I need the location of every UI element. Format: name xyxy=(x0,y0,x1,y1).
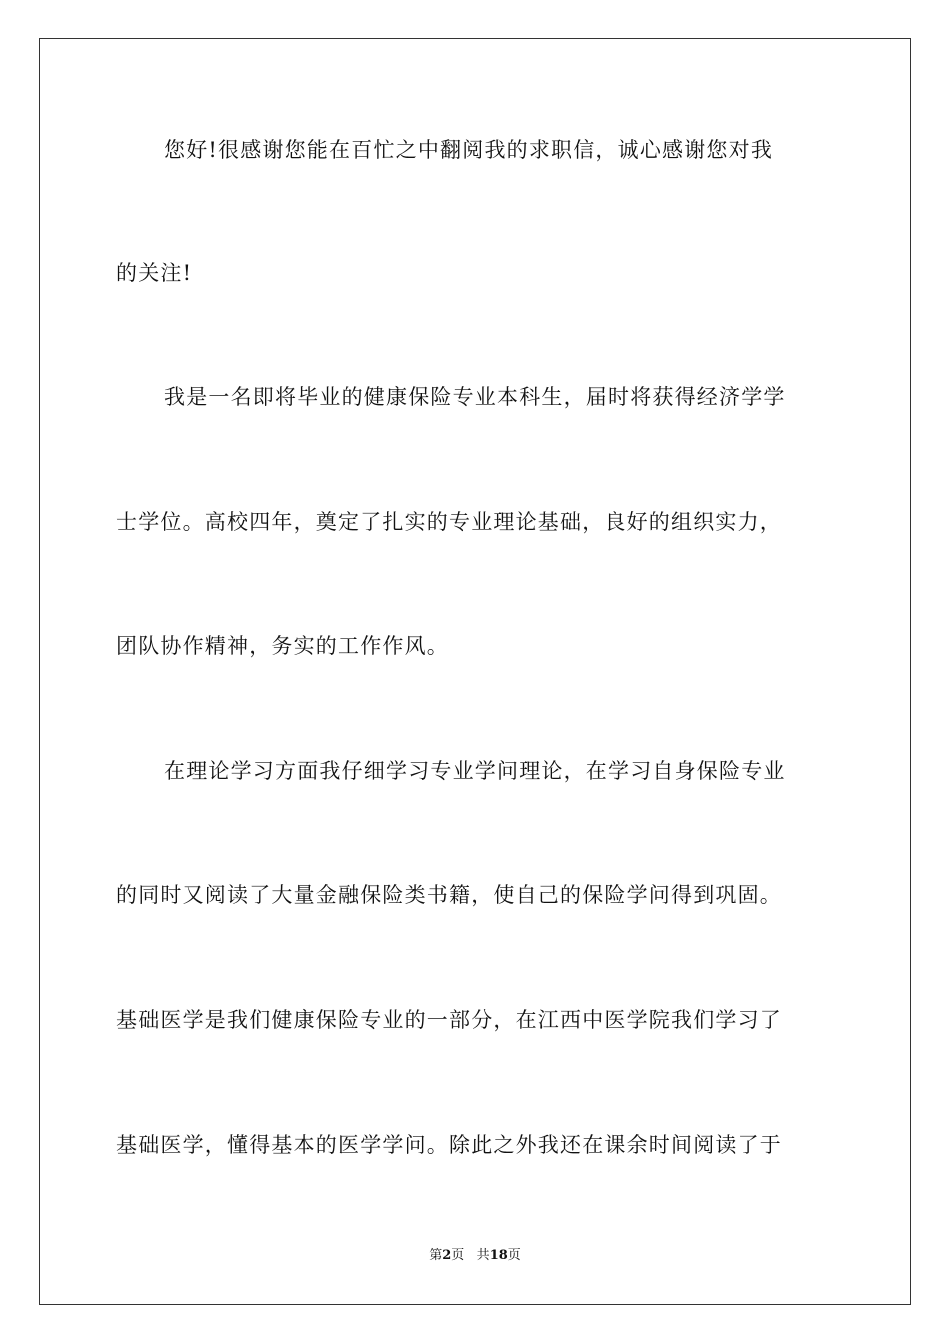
paragraph-line: 的关注! xyxy=(116,261,193,285)
total-pages: 18 xyxy=(489,1248,508,1263)
page-unit: 页 xyxy=(451,1248,465,1263)
page-border xyxy=(39,38,911,1305)
total-prefix: 共 xyxy=(476,1248,490,1263)
paragraph-line: 基础医学，懂得基本的医学学问。除此之外我还在课余时间阅读了于 xyxy=(116,1133,782,1157)
paragraph-line: 基础医学是我们健康保险专业的一部分，在江西中医学院我们学习了 xyxy=(116,1008,782,1032)
page-prefix: 第 xyxy=(429,1248,443,1263)
page-number: 2 xyxy=(442,1248,452,1263)
paragraph-line: 士学位。高校四年，奠定了扎实的专业理论基础，良好的组织实力， xyxy=(116,510,782,534)
paragraph-line: 在理论学习方面我仔细学习专业学问理论，在学习自身保险专业 xyxy=(164,759,786,783)
paragraph-line: 的同时又阅读了大量金融保险类书籍，使自己的保险学问得到巩固。 xyxy=(116,883,782,907)
paragraph-line: 团队协作精神，务实的工作作风。 xyxy=(116,634,449,658)
paragraph-line: 我是一名即将毕业的健康保险专业本科生，届时将获得经济学学 xyxy=(164,385,786,409)
paragraph-line: 您好!很感谢您能在百忙之中翻阅我的求职信，诚心感谢您对我 xyxy=(164,138,774,162)
page-footer xyxy=(0,1247,950,1265)
total-unit: 页 xyxy=(507,1248,521,1263)
